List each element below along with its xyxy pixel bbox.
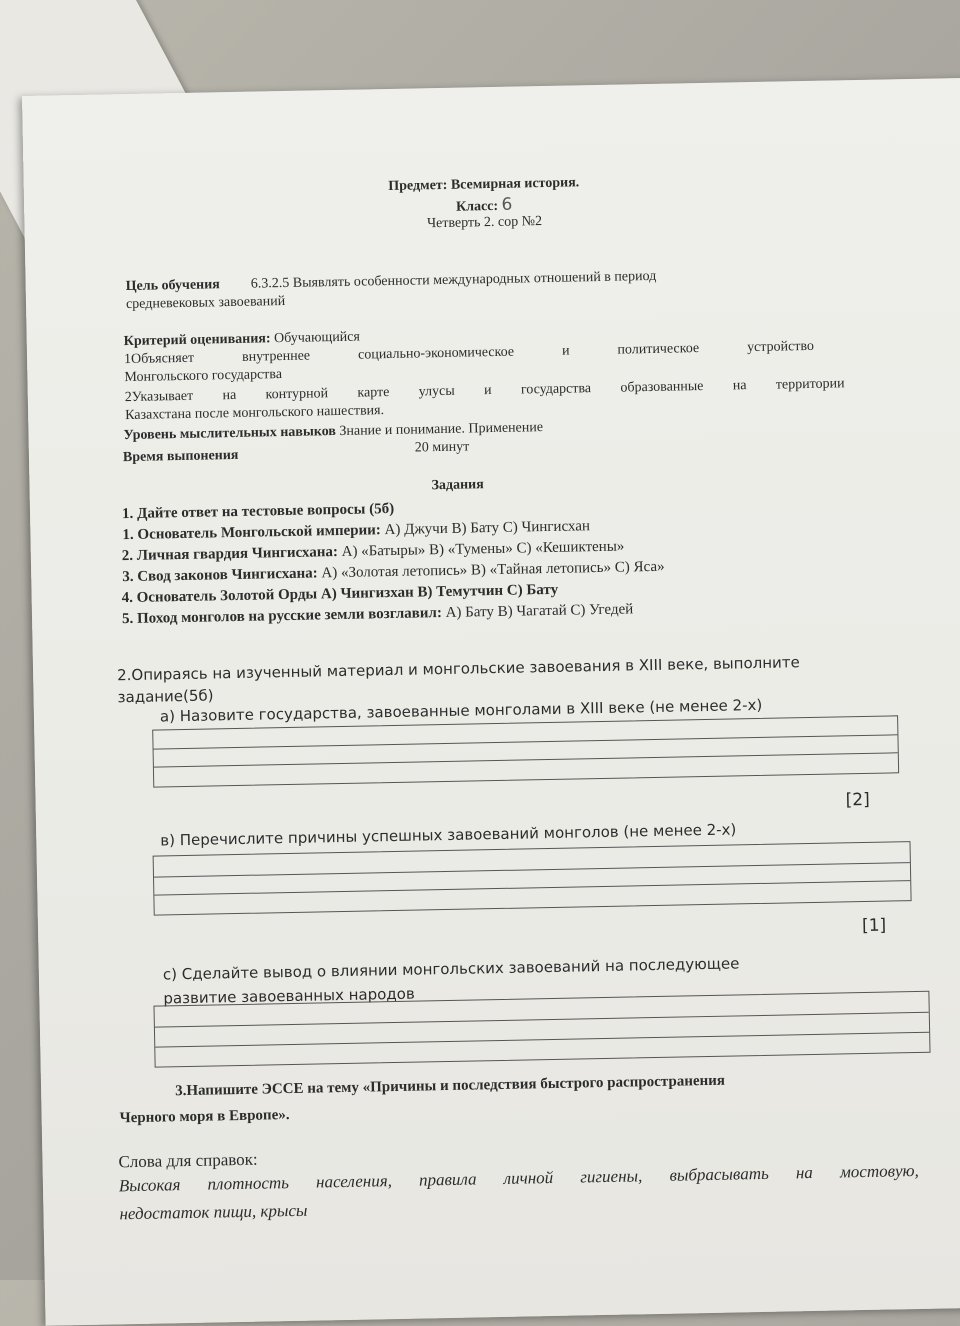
hints-label: Слова для справок: <box>118 1149 258 1172</box>
task2-intro-2: задание(5б) <box>117 686 214 707</box>
tasks-title: Задания <box>431 477 484 494</box>
subject-line: Предмет: Всемирная история. <box>388 175 580 194</box>
goal-line: Цель обучения 6.3.2.5 Выявлять особенности международных отношений в период <box>125 268 657 295</box>
task3-line-1: 3.Напишите ЭССЕ на тему «Причины и последствия быстрого распространения <box>174 1072 726 1100</box>
task1-question-4: 4. Основатель Золотой Орды А) Чингизхан В) Темутчин С) Бату <box>121 581 559 607</box>
task1-question-2: 2. Личная гвардия Чингисхана: А) «Батыры» В) «Тумены» С) «Кешиктены» <box>121 538 625 565</box>
quarter-line: Четверть 2. сор №2 <box>426 214 543 232</box>
task2b-score: [1] <box>861 915 887 937</box>
task1-title: 1. Дайте ответ на тестовые вопросы (5б) <box>121 500 395 523</box>
class-line: Класс: 6 <box>455 194 513 215</box>
hints-line-1: Высокая плотность населения, правила личной гигиены, выбрасывать на мостовую, <box>118 1160 919 1196</box>
task1-question-1: 1. Основатель Монгольской империи: А) Джучи В) Бату С) Чингисхан <box>122 518 591 544</box>
goal-continuation: средневековых завоеваний <box>125 293 286 313</box>
goal-text: 6.3.2.5 Выявлять особенности международных отношений в период <box>250 268 657 292</box>
criteria-item-2: 2Указывает на контурной карте улусы и государства образованные на территории <box>124 376 845 406</box>
task2b-prompt: в) Перечислите причины успешных завоеваний монголов (не менее 2-х) <box>160 820 737 850</box>
task2a-answer-box[interactable] <box>152 715 899 787</box>
criteria-item-2-cont: Казахстана после монгольского нашествия. <box>125 403 385 424</box>
criteria-heading: Критерий оценивания: Обучающийся <box>123 329 361 350</box>
task2a-score: [2] <box>845 789 870 811</box>
task2c-prompt-1: с) Сделайте вывод о влиянии монгольских завоеваний на последующее <box>162 954 740 984</box>
task3-line-2: Черного моря в Европе». <box>119 1107 290 1127</box>
task2-intro-1: 2.Опираясь на изученный материал и монгольские завоевания в XIII веке, выполните <box>116 653 800 685</box>
worksheet-paper <box>22 78 960 1326</box>
criteria-item-1-cont: Монгольского государства <box>124 367 283 386</box>
task2b-answer-box[interactable] <box>153 841 912 916</box>
time-label: Время выпонения <box>122 447 239 466</box>
task2a-prompt: а) Назовите государства, завоеванные монголами в XIII веке (не менее 2-х) <box>159 695 763 726</box>
skills-line: Уровень мыслительных навыков Знание и понимание. Применение <box>123 420 544 444</box>
task1-question-5: 5. Поход монголов на русские земли возглавил: А) Бату В) Чагатай С) Угедей <box>121 601 634 628</box>
criteria-item-1: 1Объясняет внутреннее социально-экономическое и политическое устройство <box>123 338 815 368</box>
class-value: 6 <box>501 194 513 215</box>
hints-line-2: недостаток пищи, крысы <box>119 1200 308 1224</box>
task2c-prompt-2: развитие завоеванных народов <box>163 984 415 1008</box>
time-value: 20 минут <box>414 439 470 456</box>
task1-question-3: 3. Свод законов Чингисхана: А) «Золотая летопись» В) «Тайная летопись» С) Яса» <box>122 558 665 586</box>
